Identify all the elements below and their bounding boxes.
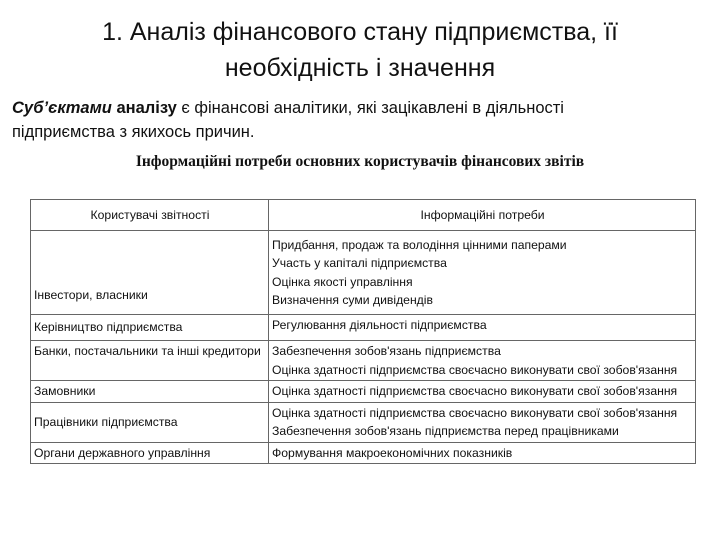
users-needs-table [30, 199, 696, 464]
slide-title-line-1: 1. Аналіз фінансового стану підприємства, її [102, 18, 618, 46]
intro-paragraph [12, 96, 702, 144]
intro-text-line-2: підприємства з якихось причин. [12, 123, 255, 141]
intro-text-line-1: є фінансові аналітики, які зацікавлені в діяльності [176, 99, 564, 117]
row-user: Керівництво підприємства [31, 315, 269, 341]
need-item: Забезпечення зобов'язань підприємства перед працівниками [272, 424, 619, 438]
need-item: Формування макроекономічних показників [272, 445, 513, 460]
row-needs [269, 402, 696, 442]
table-header-row [31, 200, 696, 231]
need-item: Оцінка здатності підприємства своєчасно виконувати свої зобов'язання [272, 384, 678, 398]
row-user: Інвестори, власники [31, 231, 269, 315]
table-caption: Інформаційні потреби основних користувачів фінансових звітів [135, 153, 585, 170]
header-users: Користувачі звітності [31, 200, 269, 231]
table-row [31, 402, 696, 442]
intro-analysis-term: аналізу [116, 99, 177, 117]
need-item: Регулювання діяльності підприємства [272, 318, 487, 332]
intro-subject-term: Суб’єктами [12, 99, 112, 117]
row-user: Банки, постачальники та інші кредитори [31, 341, 269, 381]
row-user: Працівники підприємства [31, 402, 269, 442]
table-row [31, 315, 696, 341]
table-row [31, 341, 696, 381]
table-row [31, 231, 696, 315]
table-row [31, 381, 696, 403]
header-needs: Інформаційні потреби [269, 200, 696, 231]
slide-title [20, 14, 700, 86]
row-needs [269, 231, 696, 315]
need-item: Оцінка якості управління [272, 274, 413, 289]
row-user: Замовники [31, 381, 269, 403]
table-row [31, 442, 696, 464]
row-user: Органи державного управління [31, 442, 269, 464]
need-item: Оцінка здатності підприємства своєчасно виконувати свої зобов'язання [272, 405, 678, 420]
need-item: Участь у капіталі підприємства [272, 256, 447, 270]
need-item: Придбання, продаж та володіння цінними паперами [272, 237, 567, 252]
need-item: Забезпечення зобов'язань підприємства [272, 344, 501, 358]
slide-title-line-2: необхідність і значення [224, 54, 496, 82]
row-needs [269, 381, 696, 403]
need-item: Визначення суми дивідендів [272, 293, 433, 307]
need-item: Оцінка здатності підприємства своєчасно виконувати свої зобов'язання [272, 362, 678, 377]
row-needs [269, 315, 696, 341]
row-needs [269, 341, 696, 381]
row-needs [269, 442, 696, 464]
